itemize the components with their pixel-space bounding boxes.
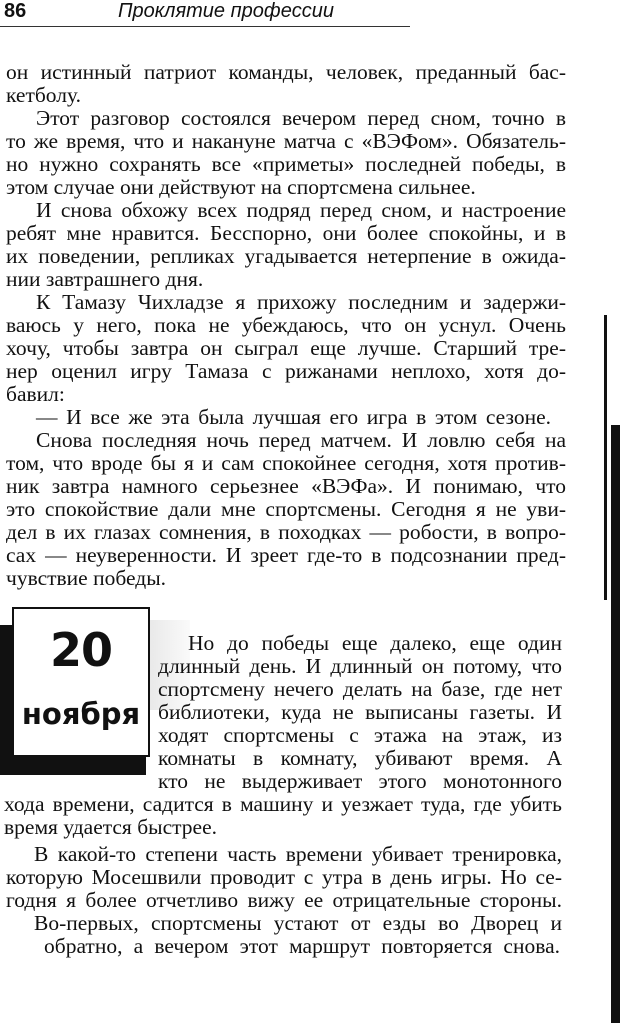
date-day: 20 [49, 623, 112, 677]
right-edge-bar [611, 425, 620, 1023]
text-line: Но до победы еще далеко, еще один [188, 631, 562, 655]
text-line: ник завтра намного серьезнее «ВЭФа». И понимаю, что [6, 474, 566, 498]
text-line: дел в их глазах сомнения, в походках — робости, в вопро- [6, 520, 566, 544]
text-line: это спокойствие дали мне спортсмены. Сегодня я не уви- [6, 497, 566, 521]
text-line: комнаты в комнату, убивают время. А [158, 746, 562, 770]
text-line: ребят мне нравится. Бесспорно, они более спокойны, и в [6, 221, 566, 245]
text-line: И снова обхожу всех подряд перед сном, и настроение [36, 198, 566, 222]
date-month: ноября [21, 697, 141, 731]
text-line: Снова последняя ночь перед матчем. И ловлю себя на [36, 428, 566, 452]
text-line: К Тамазу Чихладзе я прихожу последним и задержи- [36, 290, 566, 314]
text-line: хода времени, садится в машину и уезжает туда, где убить [4, 792, 562, 816]
text-line: то же время, что и накануне матча с «ВЭФом». Обязатель- [6, 129, 566, 153]
text-line: том, что вроде бы я и сам спокойнее сегодня, хотя против- [6, 451, 566, 475]
text-line: спортсмену нечего делать на базе, где нет [158, 677, 562, 701]
text-line: годня я более отчетливо вижу ее отрицательные стороны. [6, 888, 562, 912]
text-line: но нужно сохранять все «приметы» последней победы, в [6, 152, 566, 176]
text-line: время удается быстрее. [4, 815, 217, 839]
text-line: этом случае они действуют на спортсмена сильнее. [6, 175, 476, 199]
text-line: которую Мосешвили проводит с утра в день игры. Но се- [6, 865, 562, 889]
text-line: Во-первых, спортсмены устают от езды во Дворец и [34, 911, 562, 935]
text-line: он истинный патриот команды, человек, преданный бас- [6, 60, 566, 84]
running-title: Проклятие профессии [118, 0, 334, 22]
right-edge-mark [604, 315, 607, 600]
text-line: нер оценил игру Тамаза с рижанами неплохо, хотя до- [6, 359, 566, 383]
date-box [0, 607, 150, 779]
text-line: нии завтрашнего дня. [6, 267, 204, 291]
text-line: сах — неуверенности. И зреет где-то в подсознании пред- [6, 543, 566, 567]
text-line: их поведении, репликах угадывается нетерпение в ожида- [6, 244, 566, 268]
page-number: 86 [4, 0, 27, 22]
text-line: Этот разговор состоялся вечером перед сном, точно в [36, 106, 566, 130]
text-line: кто не выдерживает этого монотонного [158, 769, 562, 793]
text-line: библиотеки, куда не выписаны газеты. И [158, 700, 562, 724]
text-line: ваюсь у него, пока не убеждаюсь, что он уснул. Очень [6, 313, 566, 337]
text-line: длинный день. И длинный он потому, что [158, 654, 562, 678]
text-line: чувствие победы. [6, 566, 167, 590]
text-line: ходят спортсмены с этажа на этаж, из [158, 723, 562, 747]
running-header [0, 0, 410, 27]
text-line: кетболу. [6, 83, 81, 107]
text-line: обратно, а вечером этот маршрут повторяется снова. [44, 934, 560, 958]
text-line: бавил: [6, 382, 65, 406]
text-line: — И все же эта была лучшая его игра в этом сезоне. [36, 405, 551, 429]
text-line: хочу, чтобы завтра он сыграл еще лучше. Старший тре- [6, 336, 566, 360]
text-line: В какой-то степени часть времени убивает тренировка, [34, 842, 562, 866]
date-box-card [12, 607, 150, 757]
